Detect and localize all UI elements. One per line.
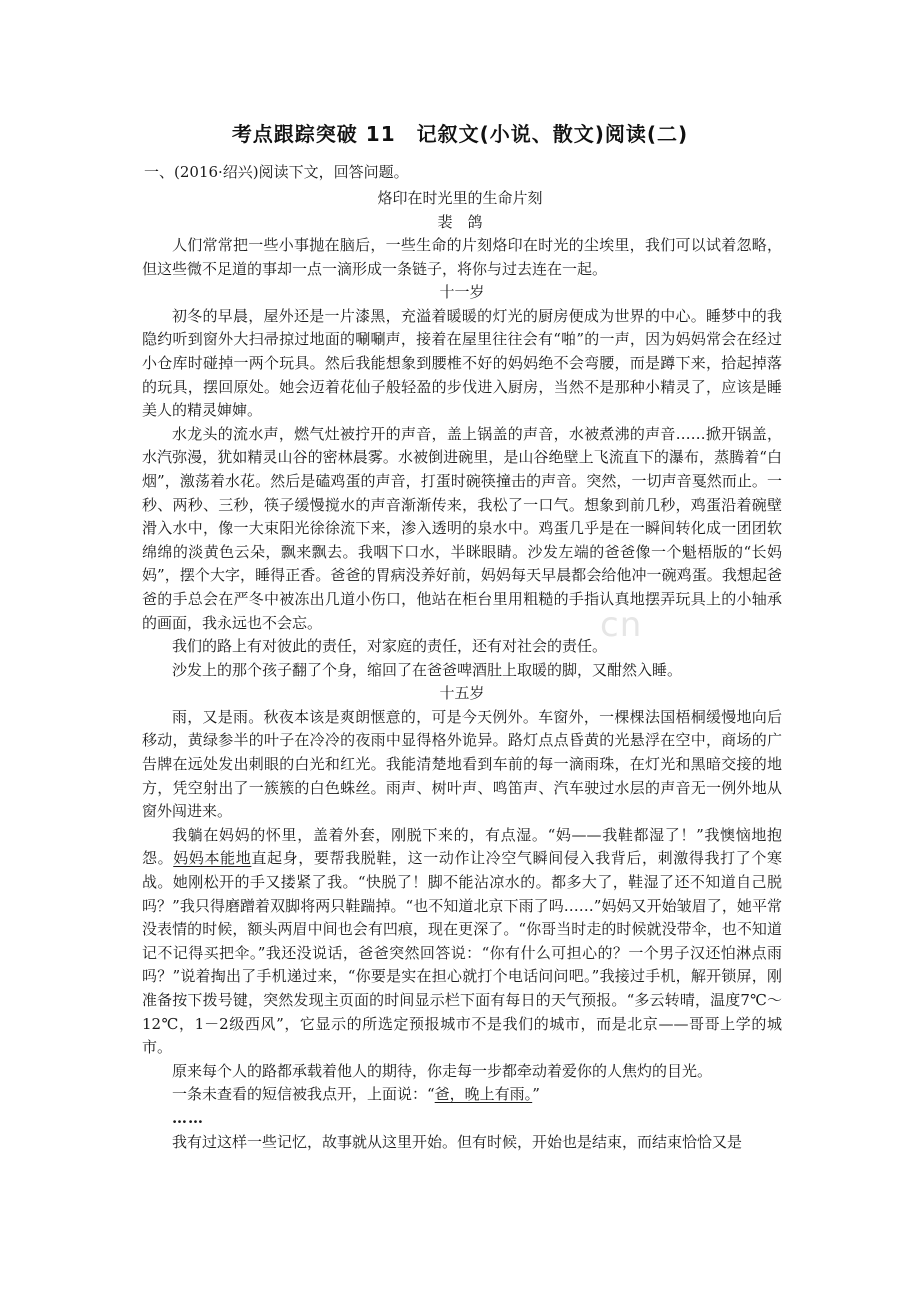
paragraph-6: 雨，又是雨。秋夜本该是爽朗惬意的，可是今天例外。车窗外，一棵棵法国梧桐缓慢地向后移动，黄绿参半的叶子在冷冷的夜雨中显得格外诡异。路灯点点昏黄的光悬浮在空中，商场的广告牌在远处发出刺眼的白光和红光。我能清楚地看到车前的每一滴雨珠，在灯光和黑暗交接的地方，凭空射出了一簇簇的白色蛛丝。雨声、树叶声、鸣笛声、汽车驶过水层的声音无一例外地从窗外闯进来。 bbox=[142, 707, 782, 821]
paragraph-9-part-b: ” bbox=[532, 1085, 540, 1104]
paragraph-3: 水龙头的流水声，燃气灶被拧开的声音，盖上锅盖的声音，水被煮沸的声音……掀开锅盖，水汽弥漫，犹如精灵山谷的密林晨雾。水被倒进碗里，是山谷绝壁上飞流直下的瀑布，蒸腾着“白烟”，激荡着水花。然后是磕鸡蛋的声音，打蛋时碗筷撞击的声音。突然，一切声音戛然而止。一秒、两秒、三秒，筷子缓慢搅水的声音渐渐传来，我松了一口气。想象到前几秒，鸡蛋沿着碗壁滑入水中，像一大束阳光徐徐流下来，渗入透明的泉水中。鸡蛋几乎是在一瞬间转化成一团团软绵绵的淡黄色云朵，飘来飘去。我咽下口水，半眯眼睛。沙发左端的爸爸像一个魁梧版的“长妈妈”，摆个大字，睡得正香。爸爸的胃病没养好前，妈妈每天早晨都会给他冲一碗鸡蛋。我想起爸爸的手总会在严冬中被冻出几道小伤口，他站在柜台里用粗糙的手指认真地摆弄玩具上的小轴承的画面，我永远也不会忘。 bbox=[142, 424, 782, 632]
paragraph-4: 我们的路上有对彼此的责任，对家庭的责任，还有对社会的责任。 bbox=[172, 637, 608, 656]
section-heading-eleven: 十一岁 bbox=[439, 283, 485, 302]
paragraph-5: 沙发上的那个孩子翻了个身，缩回了在爸爸啤酒肚上取暖的脚，又酣然入睡。 bbox=[172, 660, 683, 679]
article-author: 裴 鸽 bbox=[437, 213, 483, 231]
article-body bbox=[142, 234, 782, 1154]
underlined-phrase-sms: 爸，晚上有雨。 bbox=[434, 1085, 533, 1104]
paragraph-9 bbox=[142, 1083, 782, 1107]
paragraph-1: 人们常常把一些小事抛在脑后，一些生命的片刻烙印在时光的尘埃里，我们可以试着忽略，但这些微不足道的事却一点一滴形成一条链子，将你与过去连在一起。 bbox=[142, 236, 782, 278]
paragraph-7-part-b: 直起身，要帮我脱鞋，这一动作让冷空气瞬间侵入我背后，刺激得我打了个寒战。她刚松开的手又搂紧了我。“快脱了！脚不能沾凉水的。都多大了，鞋湿了还不知道自己脱吗？”我只得磨蹭着双脚将两只鞋踹掉。“也不知道北京下雨了吗……”妈妈又开始皱眉了，她平常没表情的时候，额头两眉中间也会有凹痕，现在更深了。“你哥当时走的时候就没带伞，也不知道记不记得买把伞。”我还没说话，爸爸突然回答说：“你有什么可担心的？一个男子汉还怕淋点雨吗？”说着掏出了手机递过来，“你要是实在担心就打个电话问问吧。”我接过手机，解开锁屏，刚准备按下拨号键，突然发现主页面的时间显示栏下面有每日的天气预报。“多云转晴，温度7℃～12℃，1－2级西风”，它显示的所选定预报城市不是我们的城市，而是北京——哥哥上学的城市。 bbox=[142, 849, 782, 1057]
watermark: cn bbox=[600, 605, 643, 645]
paragraph-10: 我有过这样一些记忆，故事就从这里开始。但有时候，开始也是结束，而结束恰恰又是 bbox=[172, 1132, 743, 1151]
paragraph-7 bbox=[142, 824, 782, 1060]
article-title: 烙印在时光里的生命片刻 bbox=[377, 189, 543, 207]
paragraph-9-part-a: 一条未查看的短信被我点开，上面说：“ bbox=[172, 1085, 435, 1104]
page-title: 考点跟踪突破 11 记叙文(小说、散文)阅读(二) bbox=[231, 122, 689, 146]
underlined-phrase-mom: 妈妈本能地 bbox=[173, 849, 252, 868]
paragraph-8: 原来每个人的路都承载着他人的期待，你走每一步都牵动着爱你的人焦灼的目光。 bbox=[172, 1061, 713, 1080]
question-intro: 一、(2016·绍兴)阅读下文，回答问题。 bbox=[144, 163, 409, 181]
section-heading-fifteen: 十五岁 bbox=[439, 684, 485, 703]
paragraph-2: 初冬的早晨，屋外还是一片漆黑，充溢着暖暖的灯光的厨房便成为世界的中心。睡梦中的我隐约听到窗外大扫帚掠过地面的唰唰声，接着在屋里往往会有“啪”的一声，因为妈妈常会在经过小仓库时碰掉一两个玩具。然后我能想象到腰椎不好的妈妈绝不会弯腰，而是蹲下来，拾起掉落的玩具，摆回原处。她会迈着花仙子般轻盈的步伐进入厨房，当然不是那种小精灵了，应该是睡美人的精灵婶婶。 bbox=[142, 306, 782, 420]
ellipsis: …… bbox=[172, 1108, 204, 1127]
paragraph-7-part-a: 我躺在妈妈的怀里，盖着外套，刚脱下来的，有点湿。“妈——我鞋都湿了！”我懊恼地抱怨。 bbox=[142, 825, 782, 868]
